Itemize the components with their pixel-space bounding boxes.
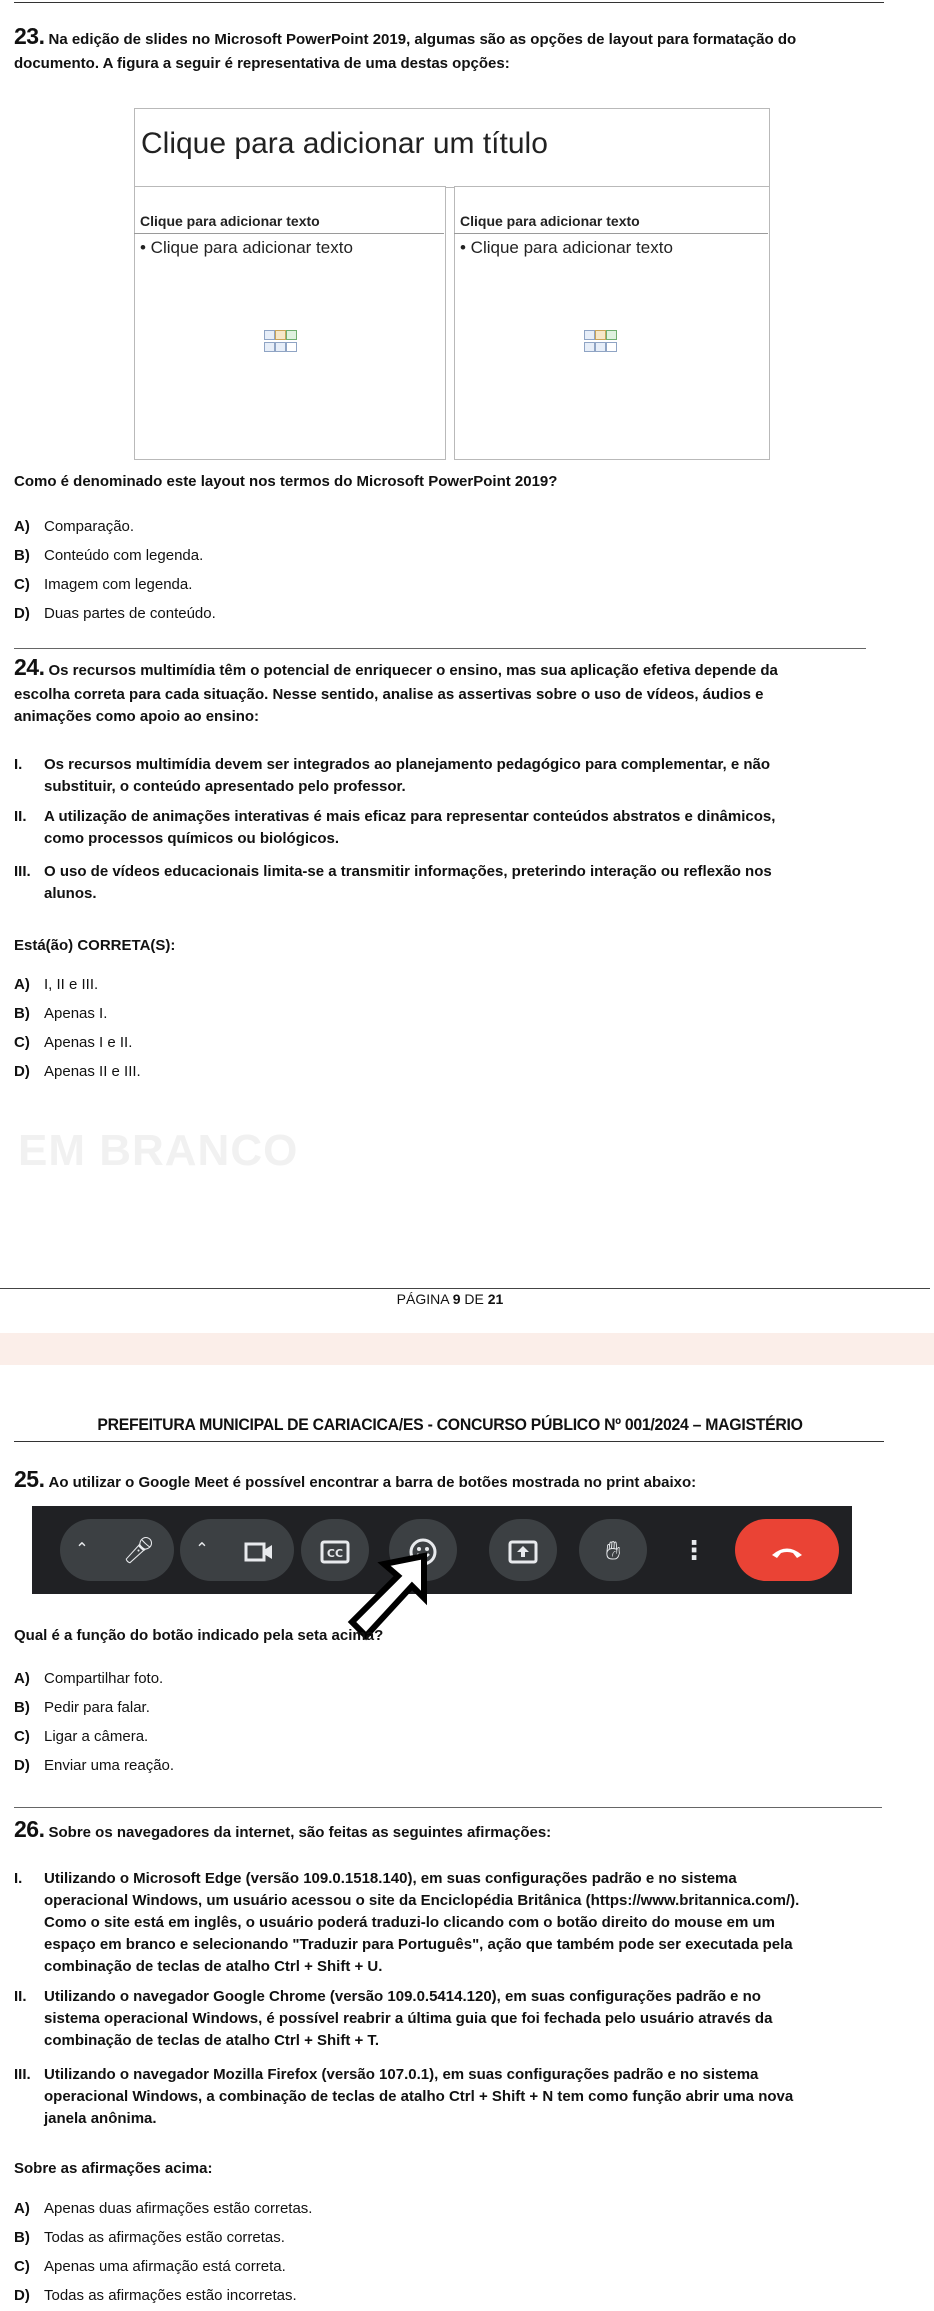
q24-option-c[interactable]: C) Apenas I e II. [14, 1034, 133, 1051]
q24-option-d[interactable]: D) Apenas II e III. [14, 1063, 141, 1080]
q26-option-a[interactable]: A) Apenas duas afirmações estão corretas. [14, 2200, 313, 2217]
q25-number: 25. [14, 1466, 45, 1492]
q26-options [14, 2194, 312, 2310]
camera-icon [224, 1519, 294, 1581]
q24-text-line3: animações como apoio ao ensino: [14, 708, 260, 725]
slide-right-separator [454, 233, 768, 234]
hang-up-icon [735, 1519, 839, 1581]
q26-option-b[interactable]: B) Todas as afirmações estão corretas. [14, 2229, 285, 2246]
slide-title-text: Clique para adicionar um título [141, 127, 548, 160]
q25-option-a[interactable]: A) Compartilhar foto. [14, 1670, 164, 1687]
header-rule [14, 1441, 884, 1442]
more-vertical-icon: ⋮ [681, 1535, 707, 1565]
q25-option-c[interactable]: C) Ligar a câmera. [14, 1728, 149, 1745]
page-break-band [0, 1333, 934, 1365]
separator-q25-q26 [14, 1807, 882, 1808]
q25-option-d[interactable]: D) Enviar uma reação. [14, 1757, 175, 1774]
slide-left-header: Clique para adicionar texto [140, 213, 320, 229]
chevron-up-icon: ⌃ [195, 1541, 209, 1558]
q26-statement-3: III. Utilizando o navegador Mozilla Firefox (versão 107.0.1), em suas configurações padrão e no sistema operacional Windows, a combinação de teclas de atalho Ctrl + Shift + N tem como função abrir uma nova janela anônima. [14, 2066, 794, 2127]
top-rule [14, 2, 884, 3]
slide-right-bullet: • Clique para adicionar texto [460, 238, 673, 257]
insert-content-icon [264, 330, 298, 362]
q26-heading [14, 1818, 894, 1844]
hand-icon: ✋︎ [605, 1535, 621, 1565]
microphone-icon: 🎤︎ [122, 1535, 156, 1565]
q24-heading [14, 656, 894, 682]
exam-header: PREFEITURA MUNICIPAL DE CARIACICA/ES - CONCURSO PÚBLICO Nº 001/2024 – MAGISTÉRIO [97, 1415, 803, 1434]
q26-number: 26. [14, 1816, 45, 1842]
q23-option-d[interactable]: D) Duas partes de conteúdo. [14, 605, 216, 622]
q23-text-line2: documento. A figura a seguir é representativa de uma destas opções: [14, 55, 510, 72]
q25-question: Qual é a função do botão indicado pela seta acima? [14, 1627, 384, 1644]
leave-call-button[interactable] [735, 1519, 839, 1581]
q23-text-line1: Na edição de slides no Microsoft PowerPoint 2019, algumas são as opções de layout para formatação do [48, 31, 797, 48]
q24-question: Está(ão) CORRETA(S): [14, 937, 176, 954]
q24-number: 24. [14, 654, 45, 680]
present-screen-button[interactable] [489, 1519, 557, 1581]
q26-question: Sobre as afirmações acima: [14, 2160, 213, 2177]
q26-option-d[interactable]: D) Todas as afirmações estão incorretas. [14, 2287, 297, 2304]
blank-watermark: EM BRANCO [18, 1126, 299, 1175]
q25-text: Ao utilizar o Google Meet é possível encontrar a barra de botões mostrada no print abaixo: [48, 1474, 697, 1491]
footer-rule [0, 1288, 930, 1289]
q24-statement-2: II. A utilização de animações interativas é mais eficaz para representar conteúdos abstratos e dinâmicos, como processos químicos ou biológicos. [14, 808, 776, 847]
present-icon [489, 1519, 557, 1581]
q24-option-b[interactable]: B) Apenas I. [14, 1005, 108, 1022]
q23-options [14, 512, 216, 628]
slide-left-bullet: • Clique para adicionar texto [140, 238, 353, 257]
insert-content-icon [584, 330, 618, 362]
q23-option-b[interactable]: B) Conteúdo com legenda. [14, 547, 204, 564]
q25-options [14, 1664, 174, 1780]
q24-text-line2: escolha correta para cada situação. Nesse sentido, analise as assertivas sobre o uso de vídeos, áudios e [14, 686, 764, 703]
q23-number: 23. [14, 23, 45, 49]
camera-button[interactable] [180, 1519, 294, 1581]
q26-statement-2: II. Utilizando o navegador Google Chrome (versão 109.0.5414.120), em suas configurações padrão e no sistema operacional Windows, é possível reabrir a última guia que foi fechada pelo usuário através da combinação de teclas de atalho Ctrl + Shift + T. [14, 1988, 773, 2049]
q23-option-a[interactable]: A) Comparação. [14, 518, 135, 535]
q23-option-c[interactable]: C) Imagem com legenda. [14, 576, 193, 593]
slide-left-separator [134, 233, 444, 234]
q25-heading [14, 1468, 894, 1494]
q26-option-c[interactable]: C) Apenas uma afirmação está correta. [14, 2258, 286, 2275]
separator-q23-q24 [14, 648, 866, 649]
q24-statement-1: I. Os recursos multimídia devem ser integrados ao planejamento pedagógico para complementar, e não substituir, o conteúdo apresentado pelo professor. [14, 756, 771, 795]
q24-text-line1: Os recursos multimídia têm o potencial de enriquecer o ensino, mas sua aplicação efetiva depende da [48, 662, 778, 679]
page-footer: PÁGINA 9 DE 21 [396, 1291, 504, 1307]
slide-title-placeholder [134, 108, 770, 188]
svg-text:CC: CC [326, 1547, 344, 1561]
microphone-button[interactable] [60, 1519, 174, 1581]
raise-hand-button[interactable] [579, 1519, 647, 1581]
q24-statement-3: III. O uso de vídeos educacionais limita-se a transmitir informações, preterindo interação ou reflexão nos alunos. [14, 863, 772, 902]
q24-options [14, 970, 141, 1086]
more-options-button[interactable] [669, 1519, 719, 1581]
q25-option-b[interactable]: B) Pedir para falar. [14, 1699, 150, 1716]
q26-statement-1: I. Utilizando o Microsoft Edge (versão 109.0.1518.140), em suas configurações padrão e no sistema operacional Windows, um usuário acessou o site da Enciclopédia Britânica (https://www.britannica.com/). Como o site está em inglês, o usuário poderá traduzi-lo clicando com o botão direito do mouse em um espaço em branco e selecionando "Traduzir para Português", ação que também pode ser executada pela combinação de teclas de atalho Ctrl + Shift + U. [14, 1870, 800, 1975]
q23-heading [14, 25, 894, 51]
q26-text: Sobre os navegadores da internet, são feitas as seguintes afirmações: [48, 1824, 552, 1841]
q23-question: Como é denominado este layout nos termos do Microsoft PowerPoint 2019? [14, 473, 558, 490]
slide-right-header: Clique para adicionar texto [460, 213, 640, 229]
chevron-up-icon: ⌃ [75, 1541, 89, 1558]
q24-option-a[interactable]: A) I, II e III. [14, 976, 99, 993]
